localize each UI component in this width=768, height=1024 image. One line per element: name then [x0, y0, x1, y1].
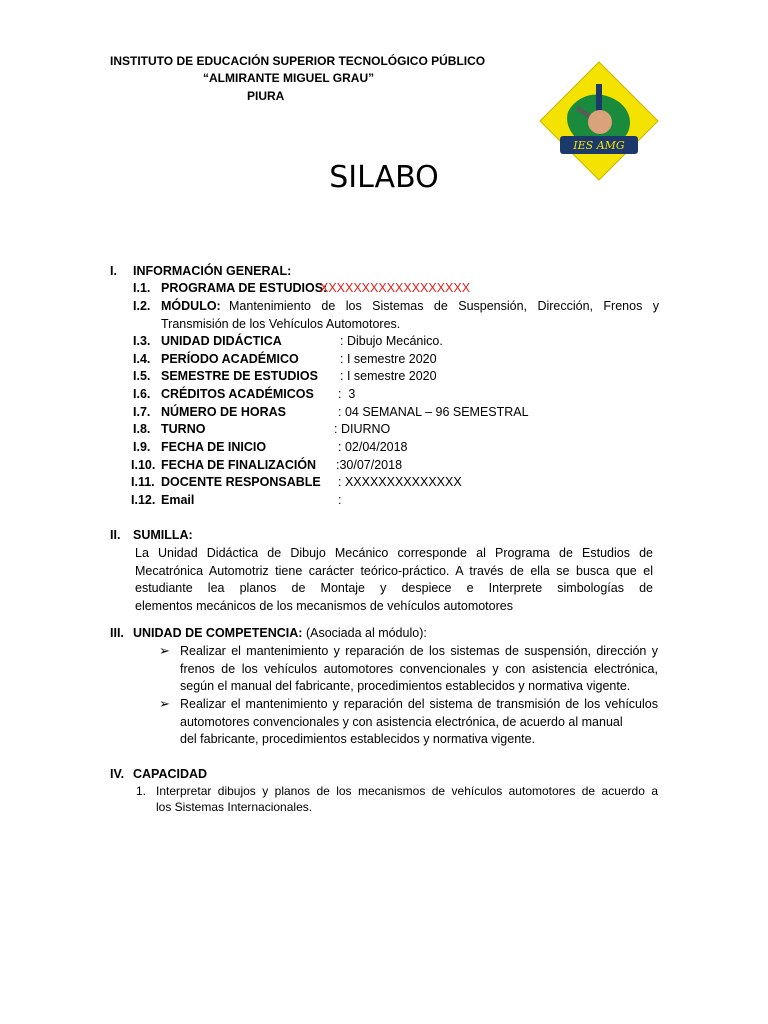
item-label: MÓDULO:	[161, 299, 221, 313]
item-value: : I semestre 2020	[340, 352, 437, 366]
section-1-title: INFORMACIÓN GENERAL:	[133, 264, 292, 278]
item-number: I.2.	[133, 299, 151, 313]
item-label: FECHA DE INICIO	[161, 440, 267, 454]
item-label: PERÍODO ACADÉMICO	[161, 352, 299, 366]
capacity-line: los Sistemas Internacionales.	[156, 800, 313, 814]
competency-line: Realizar el mantenimiento y reparación de los sistemas de suspensión, dirección y	[180, 644, 658, 658]
section-4-number: IV.	[110, 767, 125, 781]
bullet-arrow-icon: ➢	[159, 696, 170, 711]
item-number: I.1.	[133, 281, 151, 295]
item-label: SEMESTRE DE ESTUDIOS	[161, 369, 318, 383]
section-2-title: SUMILLA:	[133, 528, 193, 542]
bullet-arrow-icon: ➢	[159, 643, 170, 658]
item-number: I.6.	[133, 387, 151, 401]
institution-name: INSTITUTO DE EDUCACIÓN SUPERIOR TECNOLÓGICO PÚBLICO	[110, 54, 486, 68]
item-number: I.4.	[133, 352, 151, 366]
item-value: : 3	[338, 387, 356, 401]
capacity-item	[156, 783, 658, 815]
item-value: Mantenimiento de los Sistemas de Suspensión, Dirección, Frenos y	[229, 299, 659, 313]
section-3-number: III.	[110, 626, 124, 640]
sumilla-paragraph	[135, 545, 653, 615]
item-label: DOCENTE RESPONSABLE	[161, 475, 321, 489]
section-3-subtitle: (Asociada al módulo):	[305, 626, 427, 640]
item-number: I.5.	[133, 369, 151, 383]
item-number: I.8.	[133, 422, 151, 436]
item-number: I.12.	[131, 493, 156, 507]
item-value: : 02/04/2018	[338, 440, 408, 454]
competency-line: del fabricante, procedimientos establecidos y normativa vigente.	[180, 732, 536, 746]
item-label: PROGRAMA DE ESTUDIOS:	[161, 281, 328, 295]
competency-line: automotores convencionales y con asistencia electrónica, de acuerdo al manual	[180, 714, 623, 729]
section-3-title: UNIDAD DE COMPETENCIA:	[133, 626, 303, 640]
section-4-title: CAPACIDAD	[133, 767, 208, 781]
competency-line: frenos de los vehículos automotores convencionales y con asistencia electrónica,	[180, 661, 658, 676]
item-label: Email	[161, 493, 195, 507]
section-2-number: II.	[110, 528, 121, 542]
item-label: NÚMERO DE HORAS	[161, 405, 287, 419]
item-number: I.7.	[133, 405, 151, 419]
item-value-continued: Transmisión de los Vehículos Automotores.	[161, 317, 401, 331]
item-value: : I semestre 2020	[340, 369, 437, 383]
item-value: XXXXXXXXXXXXXXXXXX	[320, 281, 471, 295]
competency-item	[180, 696, 658, 749]
item-value: : DIURNO	[334, 422, 391, 436]
sumilla-line: elementos mecánicos de los mecanismos de vehículos automotores	[135, 598, 513, 613]
page-title: SILABO	[329, 160, 439, 195]
logo-text: IES AMG	[573, 139, 625, 152]
competency-item	[180, 643, 658, 696]
item-value: : XXXXXXXXXXXXXX	[338, 475, 462, 489]
competency-line: según el manual del fabricante, procedimientos establecidos y normativa vigente.	[180, 679, 631, 693]
competency-line: Realizar el mantenimiento y reparación del sistema de transmisión de los vehículos	[180, 697, 658, 711]
item-label: FECHA DE FINALIZACIÓN	[161, 458, 317, 472]
sumilla-line: estudiante lea planos de Montaje y despiece e Interprete simbologías de	[135, 581, 653, 595]
item-value: :30/07/2018	[336, 458, 403, 472]
item-number: I.9.	[133, 440, 151, 454]
item-number: I.3.	[133, 334, 151, 348]
section-3-heading	[133, 626, 427, 640]
institution-city: PIURA	[247, 89, 285, 103]
item-value: : Dibujo Mecánico.	[340, 334, 443, 348]
item-label: TURNO	[161, 422, 206, 436]
item-value: :	[338, 493, 342, 507]
item-number: I.11.	[131, 475, 155, 489]
item-label: CRÉDITOS ACADÉMICOS	[161, 387, 314, 401]
sumilla-line: La Unidad Didáctica de Dibujo Mecánico corresponde al Programa de Estudios de	[135, 546, 653, 560]
item-value: : 04 SEMANAL – 96 SEMESTRAL	[338, 405, 529, 419]
item-number: I.10.	[131, 458, 156, 472]
item-label: UNIDAD DIDÁCTICA	[161, 334, 282, 348]
sumilla-line: Mecatrónica Automotriz tiene carácter teórico-práctico. A través de ella se busca que el	[135, 563, 653, 578]
capacity-number: 1.	[136, 784, 147, 798]
section-1-number: I.	[110, 264, 117, 278]
institution-subname: “ALMIRANTE MIGUEL GRAU”	[203, 71, 375, 85]
capacity-line: Interpretar dibujos y planos de los mecanismos de vehículos automotores de acuerdo a	[156, 784, 658, 798]
